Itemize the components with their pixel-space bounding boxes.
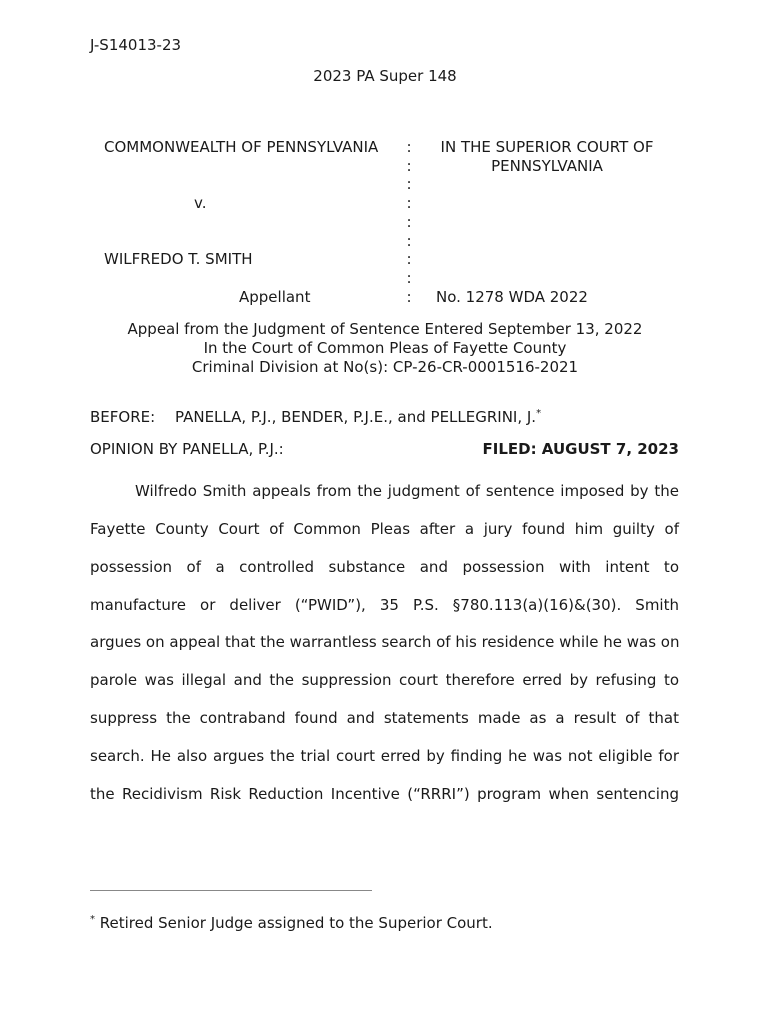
- colon: :: [406, 175, 412, 194]
- body-line: possession of a controlled substance and possession with intent to: [90, 558, 679, 576]
- court-name-line2: PENNSYLVANIA: [491, 157, 603, 175]
- body-line: manufacture or deliver (“PWID”), 35 P.S. §780.113(a)(16)&(30). Smith: [90, 596, 679, 614]
- footnote-text: Retired Senior Judge assigned to the Superior Court.: [99, 914, 493, 932]
- colon: :: [406, 194, 412, 213]
- appeal-line-2: In the Court of Common Pleas of Fayette County: [203, 339, 567, 357]
- colon: :: [406, 212, 412, 231]
- citation: 2023 PA Super 148: [313, 67, 457, 85]
- body-line: argues on appeal that the warrantless search of his residence while he was on: [90, 633, 680, 651]
- body-line: the Recidivism Risk Reduction Incentive (“RRRI”) program when sentencing: [90, 785, 679, 803]
- colon: :: [406, 138, 412, 156]
- colon: :: [406, 250, 412, 269]
- filed-date: FILED: AUGUST 7, 2023: [482, 440, 679, 458]
- footnote: [90, 914, 493, 933]
- docket-number: No. 1278 WDA 2022: [436, 288, 588, 306]
- appellant-label: Appellant: [239, 288, 311, 306]
- colon: :: [406, 268, 412, 287]
- footnote-marker: *: [90, 914, 95, 925]
- party-defendant: WILFREDO T. SMITH: [104, 250, 253, 268]
- body-line: Fayette County Court of Common Pleas after a jury found him guilty of: [90, 520, 679, 538]
- footnote-marker: *: [536, 408, 542, 419]
- colon: :: [406, 156, 412, 175]
- body-line: parole was illegal and the suppression court therefore erred by refusing to: [90, 671, 679, 689]
- appeal-line-1: Appeal from the Judgment of Sentence Entered September 13, 2022: [127, 320, 643, 338]
- colon: :: [406, 231, 412, 250]
- body-line: suppress the contraband found and statements made as a result of that: [90, 709, 679, 727]
- before-label: BEFORE:: [90, 408, 156, 426]
- panel-judges-text: PANELLA, P.J., BENDER, P.J.E., and PELLEGRINI, J.: [175, 408, 537, 426]
- appeal-line-3: Criminal Division at No(s): CP-26-CR-0001516-2021: [191, 358, 579, 376]
- colon: :: [406, 287, 412, 306]
- opinion-by: OPINION BY PANELLA, P.J.:: [90, 440, 284, 458]
- panel-judges: [175, 408, 541, 427]
- versus: v.: [194, 194, 207, 212]
- court-name-line1: IN THE SUPERIOR COURT OF: [440, 138, 654, 156]
- body-line: Wilfredo Smith appeals from the judgment of sentence imposed by the: [135, 482, 679, 500]
- docket-id: J-S14013-23: [90, 36, 182, 54]
- body-line: search. He also argues the trial court erred by finding he was not eligible for: [90, 747, 679, 765]
- footnote-divider: [90, 890, 372, 891]
- party-commonwealth: COMMONWEALTH OF PENNSYLVANIA: [104, 138, 379, 156]
- caption-colon-column: [404, 138, 414, 306]
